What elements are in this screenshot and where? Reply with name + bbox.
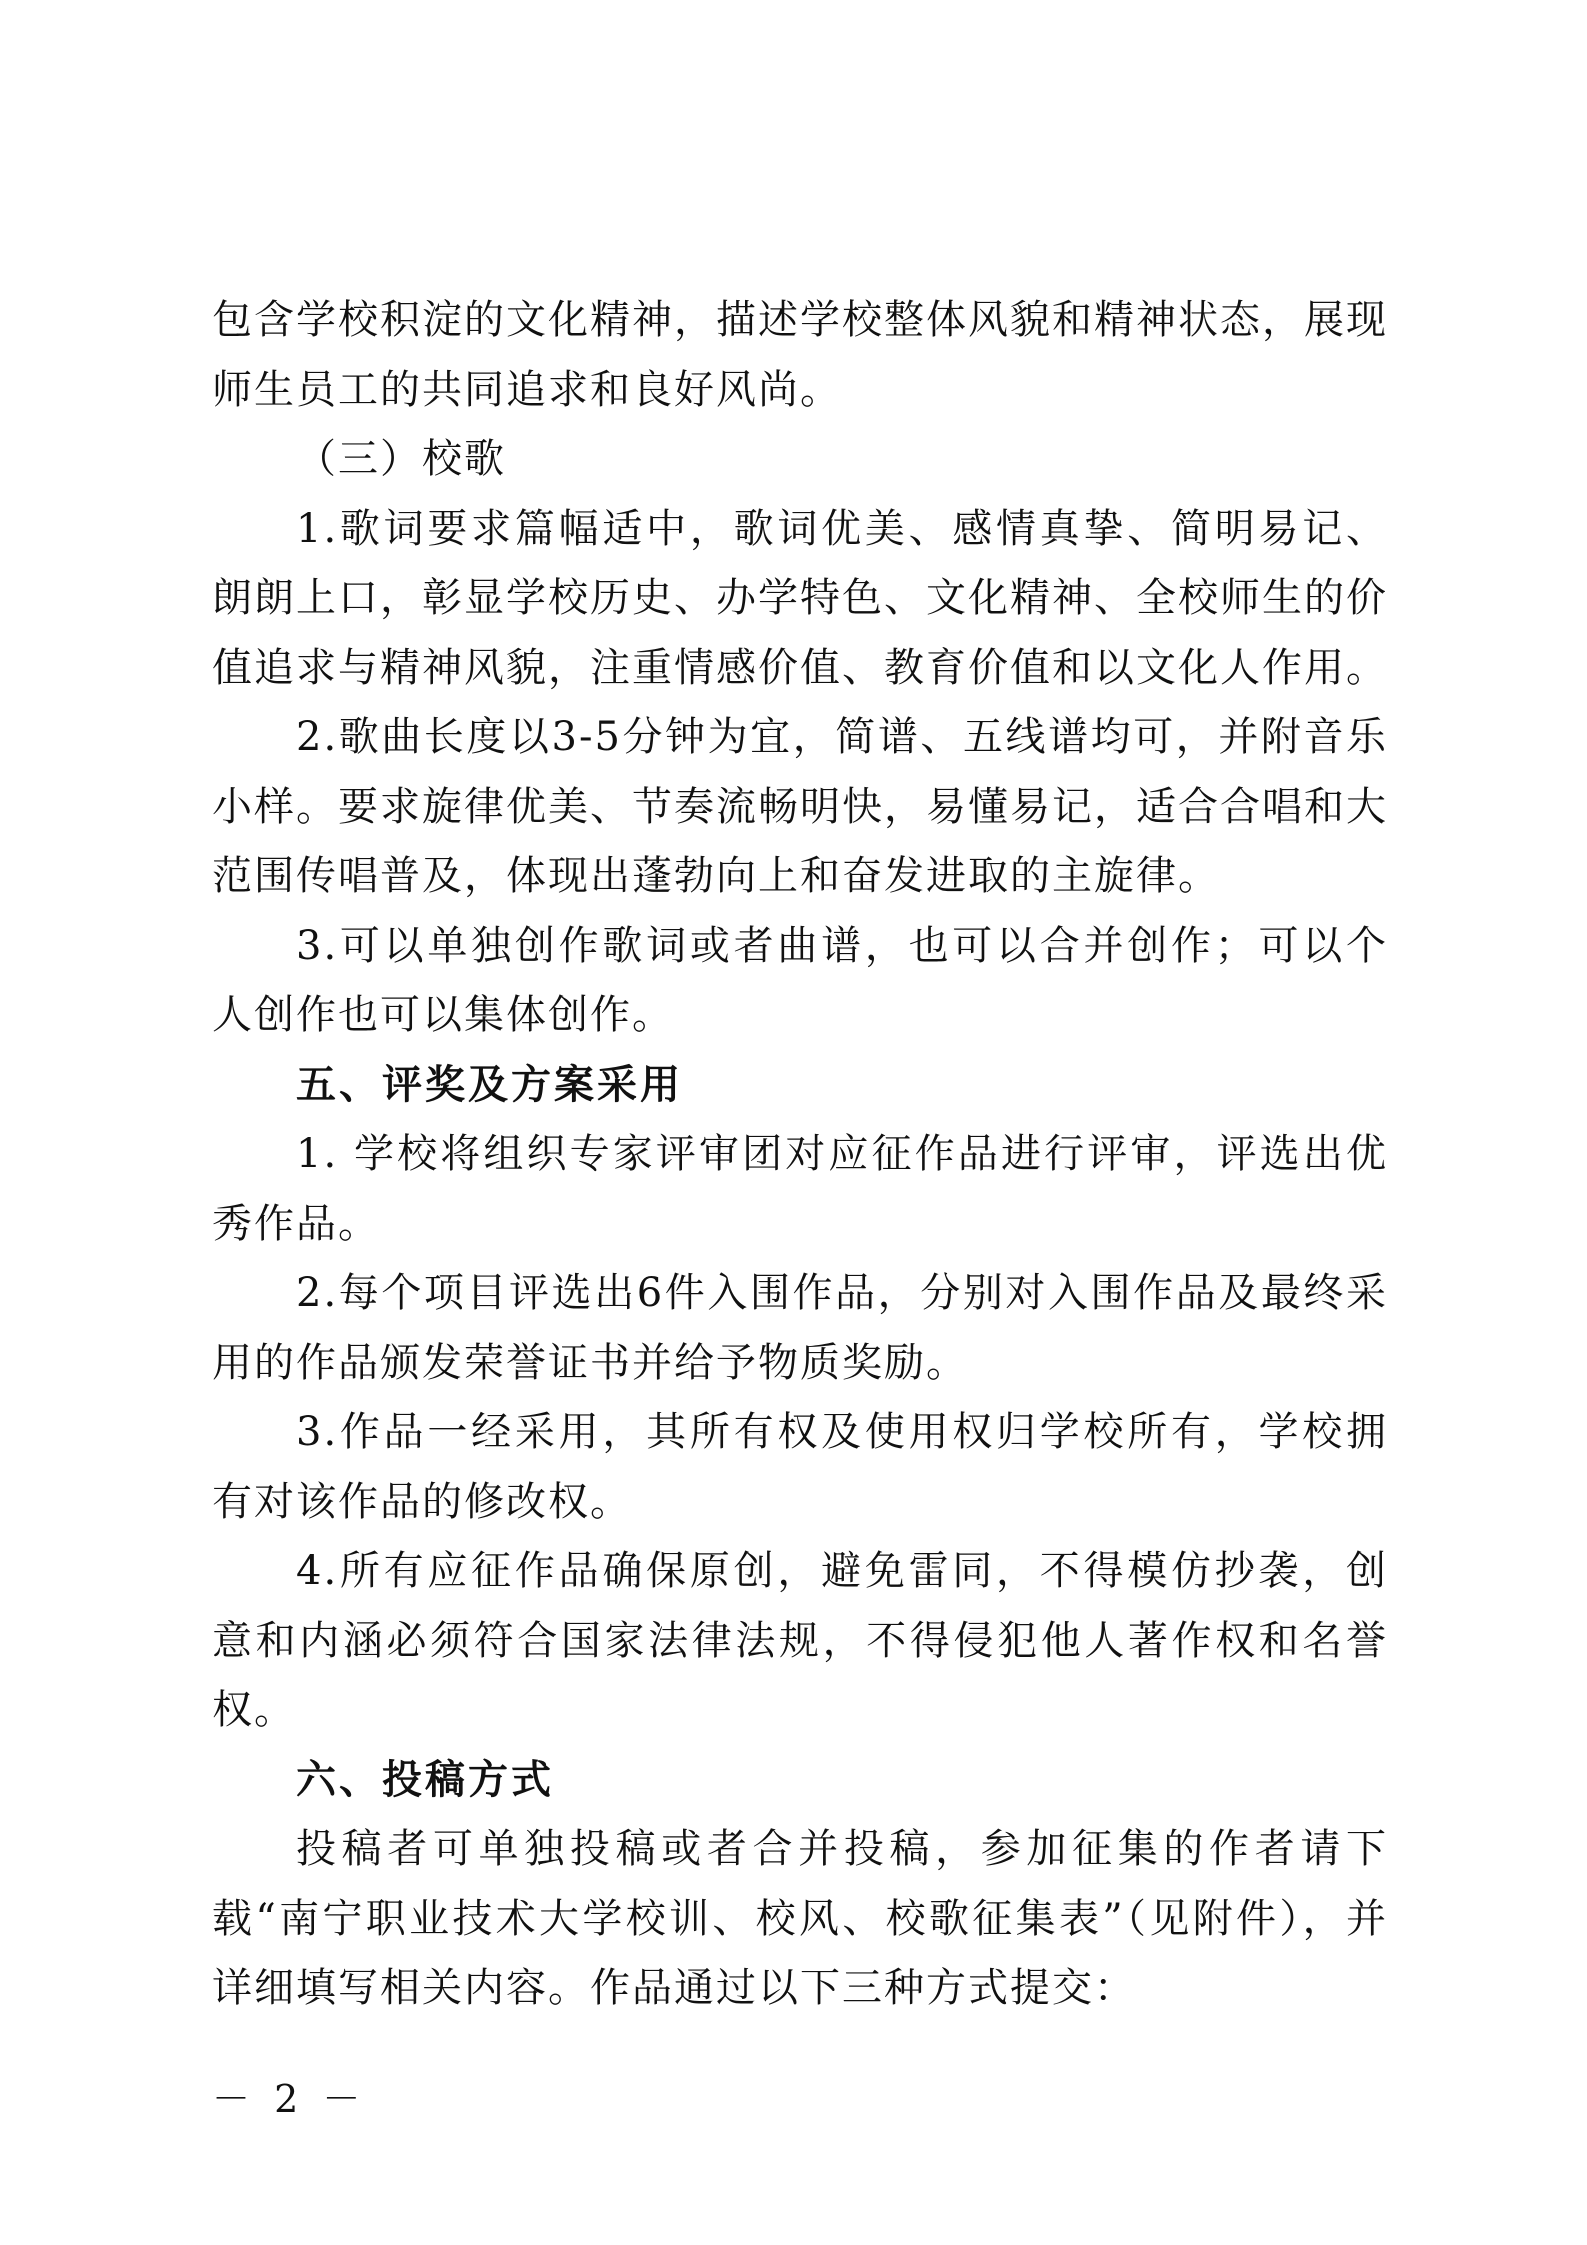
page-number: － 2 － xyxy=(212,2077,367,2121)
paragraph-submission-method: 投稿者可单独投稿或者合并投稿，参加征集的作者请下载“南宁职业技术大学校训、校风、校歌征集表”（见附件），并详细填写相关内容。作品通过以下三种方式提交： xyxy=(212,1826,1388,2011)
heading-submission: 六、投稿方式 xyxy=(296,1756,554,1803)
paragraph-expert-review: 1. 学校将组织专家评审团对应征作品进行评审，评选出优秀作品。 xyxy=(212,1131,1388,1247)
heading-awards: 五、评奖及方案采用 xyxy=(296,1061,683,1108)
paragraph-continuation: 包含学校积淀的文化精神，描述学校整体风貌和精神状态，展现师生员工的共同追求和良好风尚。 xyxy=(212,297,1388,413)
subheading-school-song: （三）校歌 xyxy=(296,436,506,482)
paragraph-ownership: 3.作品一经采用，其所有权及使用权归学校所有，学校拥有对该作品的修改权。 xyxy=(212,1409,1388,1525)
paragraph-lyrics-requirements: 1.歌词要求篇幅适中，歌词优美、感情真挚、简明易记、朗朗上口，彰显学校历史、办学特色、文化精神、全校师生的价值追求与精神风貌，注重情感价值、教育价值和以文化人作用。 xyxy=(212,505,1388,691)
paragraph-creation-mode: 3.可以单独创作歌词或者曲谱，也可以合并创作；可以个人创作也可以集体创作。 xyxy=(212,922,1388,1038)
paragraph-finalists: 2.每个项目评选出6件入围作品，分别对入围作品及最终采用的作品颁发荣誉证书并给予物质奖励。 xyxy=(212,1270,1388,1386)
paragraph-originality: 4.所有应征作品确保原创，避免雷同，不得模仿抄袭，创意和内涵必须符合国家法律法规，不得侵犯他人著作权和名誉权。 xyxy=(212,1548,1388,1733)
paragraph-song-length: 2.歌曲长度以3-5分钟为宜，简谱、五线谱均可，并附音乐小样。要求旋律优美、节奏流畅明快，易懂易记，适合合唱和大范围传唱普及，体现出蓬勃向上和奋发进取的主旋律。 xyxy=(212,714,1388,899)
document-body xyxy=(212,286,1388,2024)
